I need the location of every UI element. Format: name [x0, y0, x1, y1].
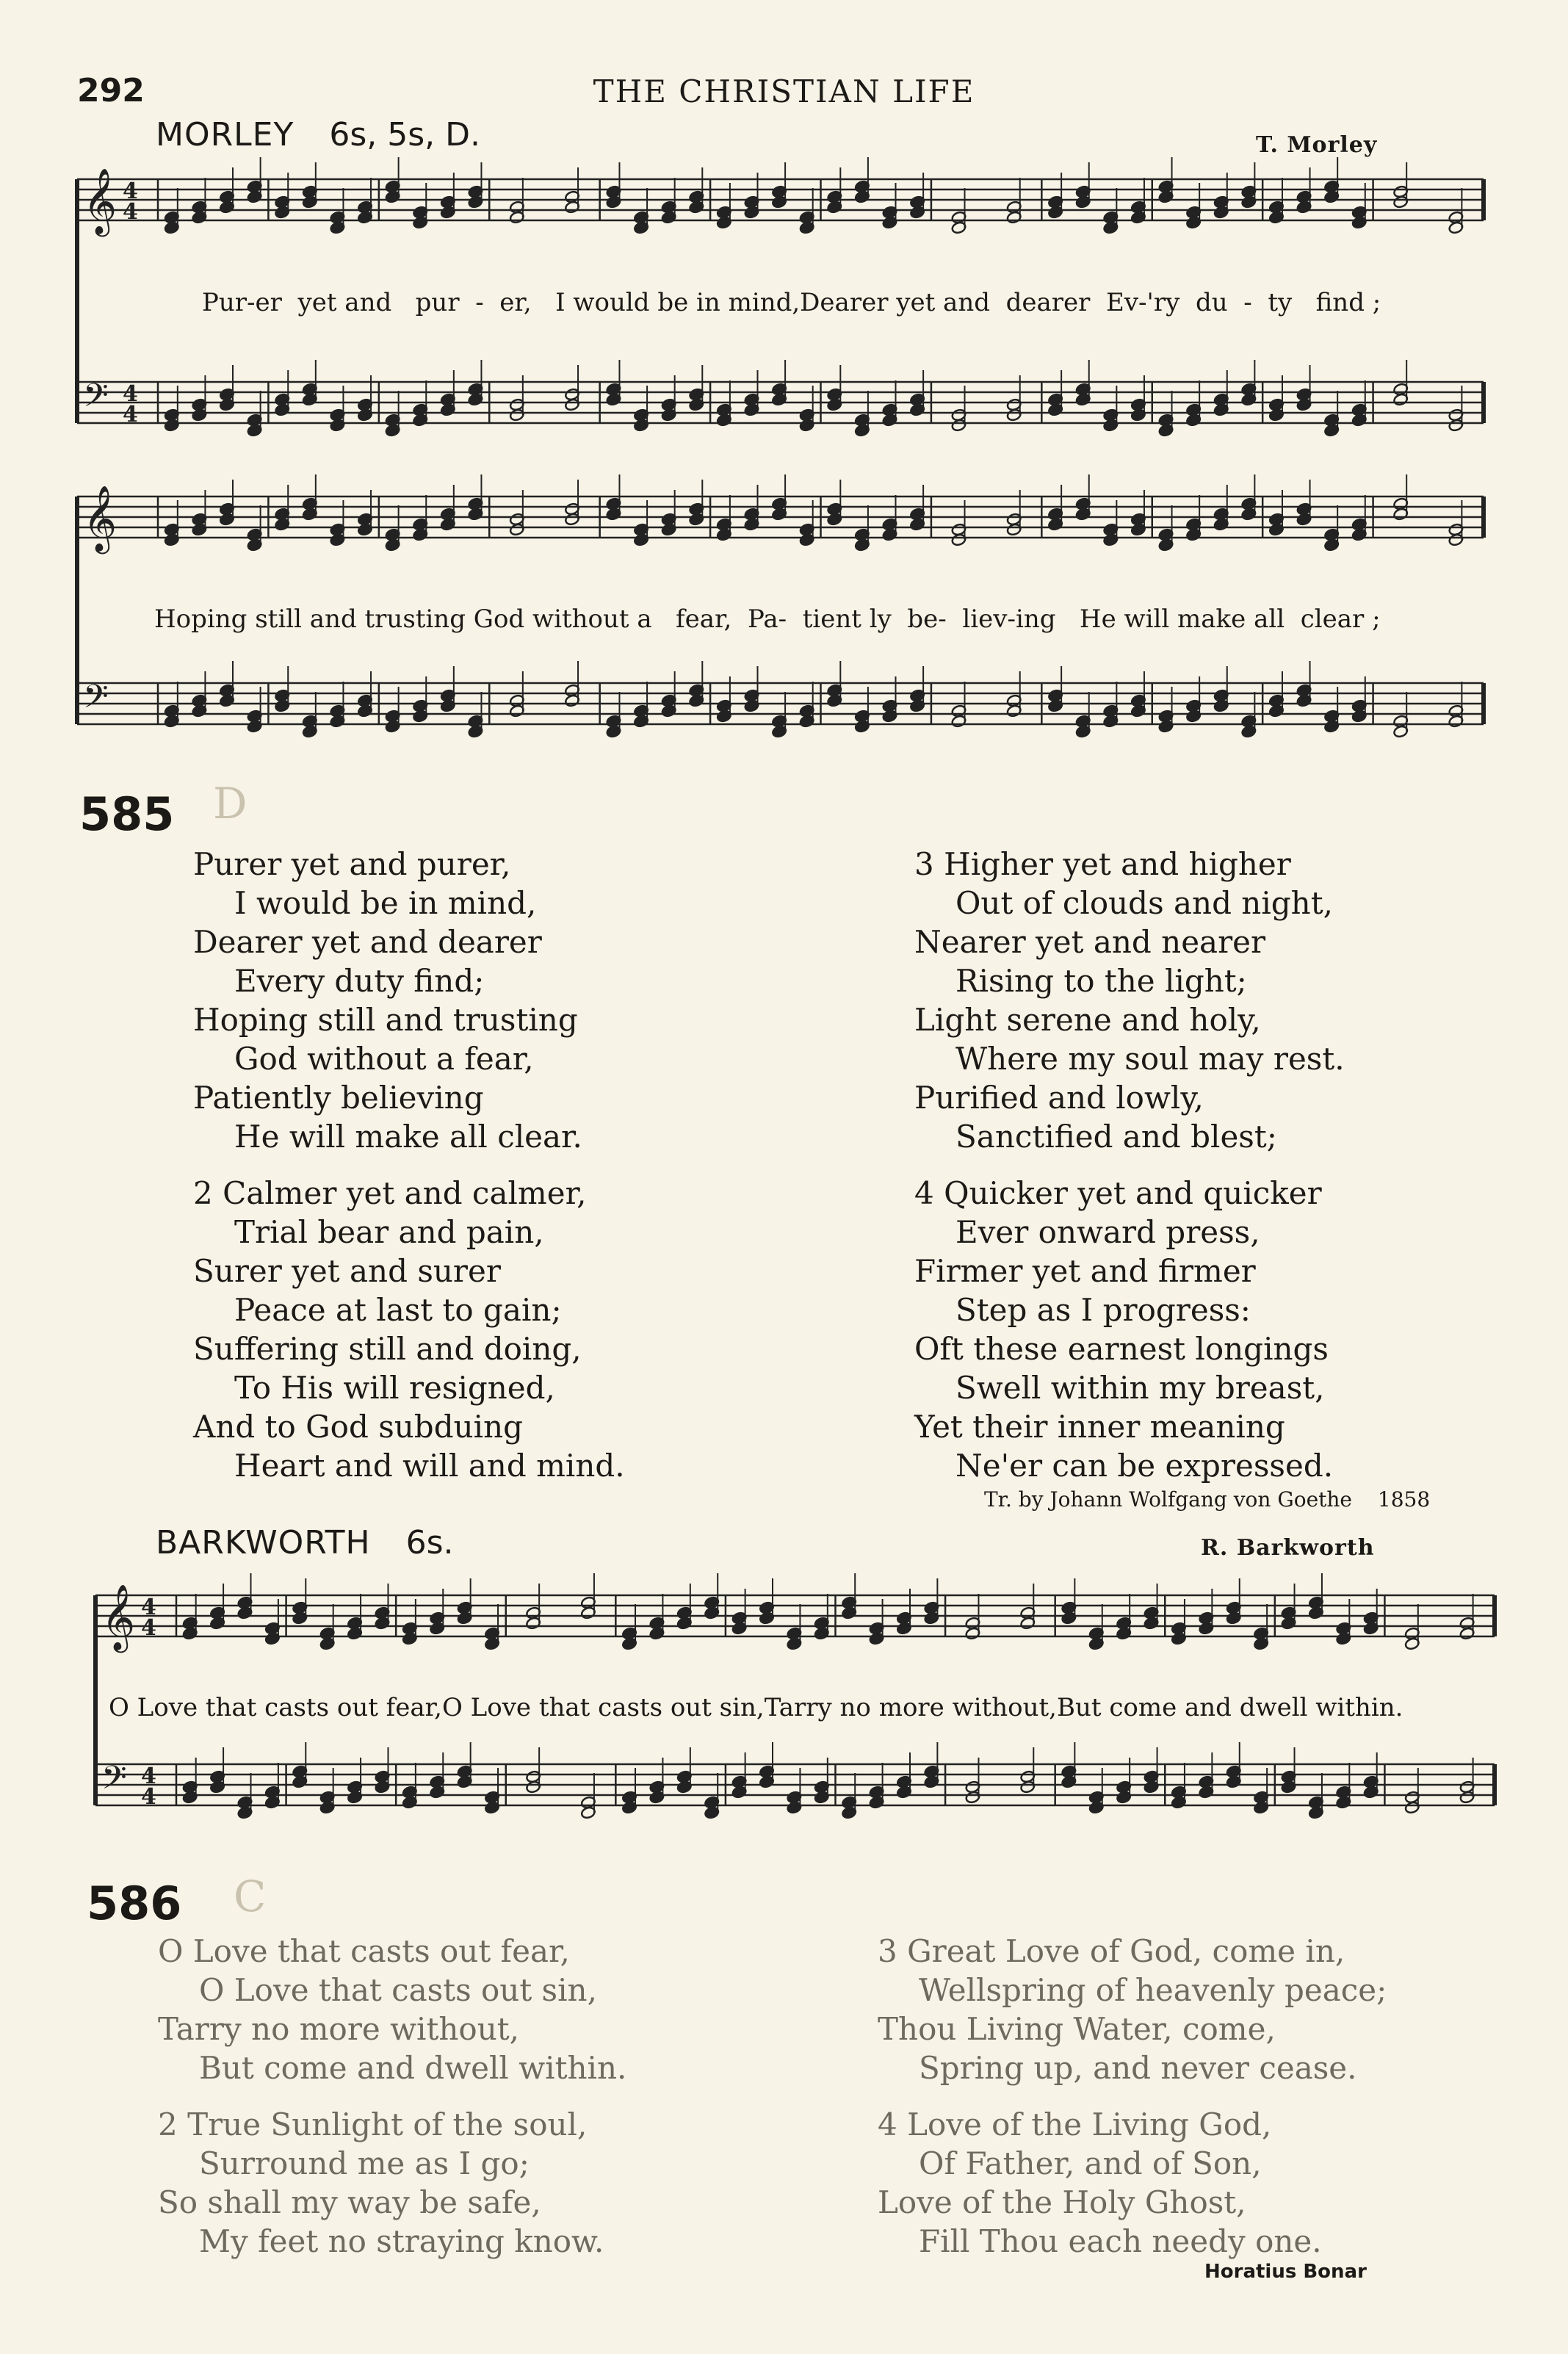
verse-line: 3 Great Love of God, come in,	[878, 1933, 1345, 1969]
svg-text:𝄞: 𝄞	[83, 485, 118, 552]
verse-line: 2 True Sunlight of the soul,	[158, 2106, 588, 2142]
hymn-number-586: 586	[87, 1877, 182, 1930]
verse-line: Love of the Holy Ghost,	[878, 2184, 1246, 2220]
svg-text:4: 4	[123, 178, 138, 204]
verse-line: He will make all clear.	[234, 1119, 582, 1155]
verse-line: Out of clouds and night,	[955, 885, 1333, 921]
verse-line: Surer yet and surer	[193, 1253, 501, 1289]
pencil-mark: D	[213, 779, 248, 828]
hymn-number-585: 585	[79, 787, 175, 841]
verse	[158, 2105, 626, 2261]
verse-line: Surround me as I go;	[199, 2145, 530, 2181]
svg-text:𝄢: 𝄢	[83, 677, 109, 723]
verse-line: Tarry no more without,	[158, 2011, 519, 2047]
tune-meter: 6s, 5s, D.	[329, 116, 481, 154]
verse-line: 2 Calmer yet and calmer,	[193, 1175, 587, 1211]
svg-text:𝄢: 𝄢	[83, 376, 109, 422]
verse-line: Ever onward press,	[955, 1214, 1260, 1250]
verse-line: Patiently believing	[193, 1080, 484, 1116]
verse	[878, 1932, 1387, 2087]
lyrics-line-3: O Love that casts out fear,O Love that casts out sin,Tarry no more without,But come and dwell within.	[109, 1693, 1403, 1722]
verse	[914, 845, 1345, 1156]
verse-line: To His will resigned,	[234, 1370, 555, 1406]
verse-line: 4 Quicker yet and quicker	[914, 1175, 1322, 1211]
svg-text:𝄞: 𝄞	[101, 1584, 136, 1650]
hymn585-verses-right	[914, 845, 1345, 1485]
verse-line: But come and dwell within.	[199, 2050, 627, 2086]
verse-line: Oft these earnest longings	[914, 1331, 1329, 1367]
svg-text:4: 4	[141, 1615, 156, 1641]
verse-line: Swell within my breast,	[955, 1370, 1325, 1406]
svg-text:4: 4	[141, 1595, 156, 1620]
verse	[193, 845, 625, 1156]
tune-name: MORLEY	[156, 116, 295, 154]
verse-line: I would be in mind,	[234, 885, 537, 921]
page-number: 292	[77, 72, 145, 109]
verse-line: Step as I progress:	[955, 1292, 1251, 1328]
tune-meter: 6s.	[405, 1524, 454, 1561]
composer: R. Barkworth	[1201, 1535, 1375, 1561]
verse-line: And to God subduing	[193, 1409, 523, 1445]
translator-attribution	[984, 1487, 1430, 1512]
lyrics-line-2: Hoping still and trusting God without a fear, Pa- tient ly be- liev-ing He will make all clear ;	[154, 604, 1381, 634]
hymn586-verses-left	[158, 1932, 626, 2261]
verse-line: Heart and will and mind.	[234, 1448, 625, 1484]
verse-line: Dearer yet and dearer	[193, 924, 542, 960]
verse-line: Yet their inner meaning	[914, 1409, 1285, 1445]
verse-line: My feet no straying know.	[199, 2223, 604, 2259]
verse-line: Trial bear and pain,	[234, 1214, 544, 1250]
tune-name: BARKWORTH	[156, 1524, 371, 1561]
verse	[193, 1174, 625, 1485]
verse-line: O Love that casts out fear,	[158, 1933, 570, 1969]
translation-year: 1858	[1377, 1487, 1431, 1512]
verse-line: 4 Love of the Living God,	[878, 2106, 1272, 2142]
verse	[158, 1932, 626, 2087]
svg-text:𝄢: 𝄢	[101, 1758, 127, 1805]
verse-line: Suffering still and doing,	[193, 1331, 582, 1367]
verse	[914, 1174, 1345, 1485]
verse-line: Firmer yet and firmer	[914, 1253, 1256, 1289]
svg-text:4: 4	[141, 1763, 156, 1789]
pencil-mark: C	[234, 1871, 267, 1921]
author-attribution: Horatius Bonar	[1204, 2261, 1367, 2283]
verse-line: Purer yet and purer,	[193, 846, 511, 882]
svg-text:4: 4	[123, 381, 138, 407]
verse-line: Spring up, and never cease.	[919, 2050, 1357, 2086]
running-title: THE CHRISTIAN LIFE	[593, 73, 975, 109]
verse-line: 3 Higher yet and higher	[914, 846, 1291, 882]
verse-line: Where my soul may rest.	[955, 1041, 1345, 1077]
hymn585-verses-left	[193, 845, 625, 1485]
verse-line: Every duty find;	[234, 963, 485, 999]
verse-line: Peace at last to gain;	[234, 1292, 562, 1328]
verse-line: Ne'er can be expressed.	[955, 1448, 1334, 1484]
translator-name: Tr. by Johann Wolfgang von Goethe	[984, 1487, 1352, 1512]
verse-line: Purified and lowly,	[914, 1080, 1204, 1116]
hymn586-verses-right	[878, 1932, 1387, 2261]
svg-text:4: 4	[141, 1784, 156, 1810]
verse	[878, 2105, 1387, 2261]
verse-line: Light serene and holy,	[914, 1002, 1261, 1038]
verse-line: So shall my way be safe,	[158, 2184, 541, 2220]
verse-line: Wellspring of heavenly peace;	[919, 1972, 1387, 2008]
verse-line: Sanctified and blest;	[955, 1119, 1277, 1155]
verse-line: Thou Living Water, come,	[878, 2011, 1276, 2047]
verse-line: Nearer yet and nearer	[914, 924, 1266, 960]
svg-text:𝄞: 𝄞	[83, 168, 118, 234]
verse-line: Of Father, and of Son,	[919, 2145, 1262, 2181]
tune-header-barkworth	[156, 1524, 454, 1561]
verse-line: O Love that casts out sin,	[199, 1972, 597, 2008]
svg-text:4: 4	[123, 402, 138, 427]
svg-text:4: 4	[123, 199, 138, 225]
verse-line: Hoping still and trusting	[193, 1002, 578, 1038]
verse-line: God without a fear,	[234, 1041, 534, 1077]
composer: T. Morley	[1256, 132, 1378, 158]
verse-line: Rising to the light;	[955, 963, 1247, 999]
lyrics-line-1: Pur-er yet and pur - er, I would be in mind,Dearer yet and dearer Ev-'ry du - ty find ;	[202, 288, 1381, 317]
verse-line: Fill Thou each needy one.	[919, 2223, 1322, 2259]
